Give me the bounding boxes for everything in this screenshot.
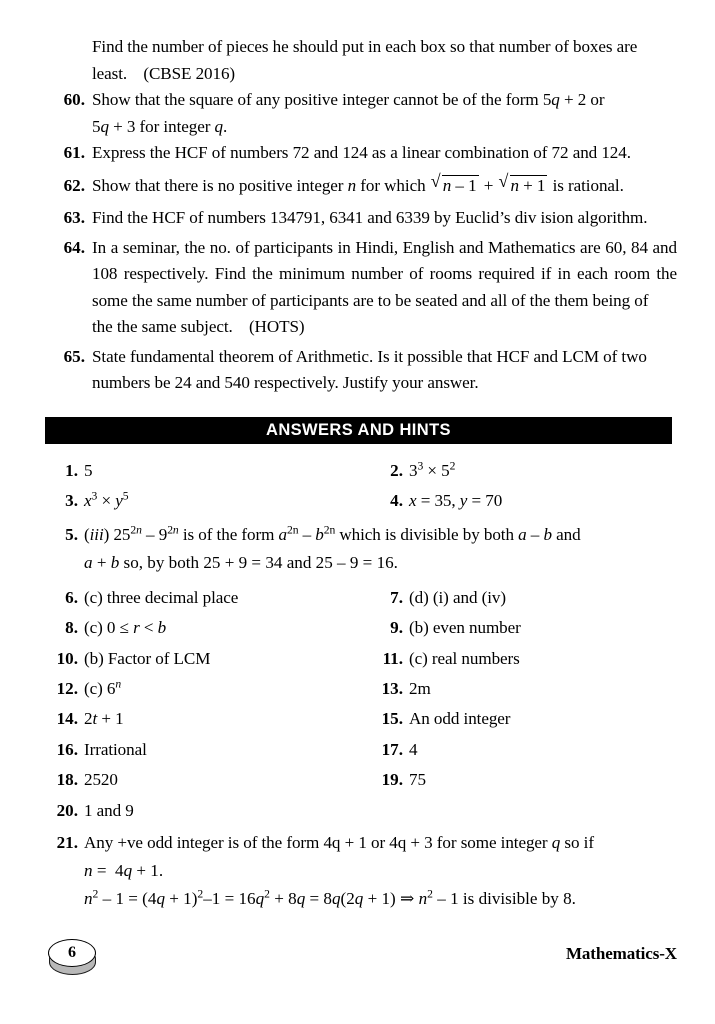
question-last-line <box>92 61 677 88</box>
question-row <box>45 170 677 200</box>
page-number: 6 <box>48 939 96 967</box>
question-row <box>45 140 677 167</box>
answer-text: $x^3 \times y^5$ <box>84 489 129 511</box>
answer-text: (b) even number <box>409 618 521 638</box>
question-line: Show that the square of any positive integer cannot be of the form 5q + 2 or <box>92 90 605 109</box>
answer-number: 17. <box>381 739 403 759</box>
question-number: 62. <box>63 175 85 195</box>
book-title: Mathematics-X <box>565 944 677 963</box>
answer-row <box>45 456 677 486</box>
answer-number: 9. <box>390 618 403 638</box>
answer-continuation-line: a + b so, by both 25 + 9 = 34 and 25 – 9 = 16. <box>84 552 398 572</box>
answer-text: 75 <box>409 770 426 790</box>
question-line: some the same number of participants are to be seated and all of the them being of <box>92 290 649 310</box>
answer-text: (b) Factor of LCM <box>84 648 211 668</box>
answer-text: (c) 6$^n$ <box>84 677 122 699</box>
answer-number: 21. <box>56 833 78 853</box>
answer-row-wide <box>45 829 677 913</box>
answer-text: 5 <box>84 461 93 480</box>
answer-number: 7. <box>390 587 403 607</box>
answer-number: 18. <box>56 770 78 790</box>
question-tag: (CBSE 2016) <box>143 63 236 83</box>
question-text <box>92 235 677 341</box>
question-text <box>92 34 677 87</box>
answer-item <box>45 644 370 674</box>
answer-row-wide <box>45 521 677 577</box>
answer-item <box>370 704 677 734</box>
answer-continuation-line: n = 4q + 1. <box>84 861 164 881</box>
answer-item <box>45 735 370 765</box>
answer-row <box>45 735 677 765</box>
answer-row <box>45 704 677 734</box>
answer-text: Irrational <box>84 739 147 759</box>
answer-number: 8. <box>65 618 78 638</box>
answer-item <box>45 796 370 826</box>
answer-number: 16. <box>56 739 78 759</box>
question-row <box>45 344 677 397</box>
answer-number: 14. <box>56 709 78 729</box>
answer-text: x = 35, y = 70 <box>409 491 503 511</box>
square-root-expression <box>498 170 548 200</box>
answer-text: (c) three decimal place <box>84 587 239 607</box>
question-line: least. <box>92 63 128 83</box>
question-text <box>92 344 677 397</box>
question-number: 65. <box>63 346 85 366</box>
answer-row <box>45 613 677 643</box>
answer-row <box>45 486 677 516</box>
question-number: 61. <box>63 143 85 162</box>
answer-number: 19. <box>381 770 403 790</box>
question-row <box>45 205 677 232</box>
radical-sign-icon: √ <box>498 170 509 191</box>
answer-item <box>370 735 677 765</box>
answer-text: (c) 0 ≤ r < b <box>84 618 167 638</box>
square-root-expression <box>430 170 479 200</box>
answer-item <box>370 765 677 795</box>
answers-and-hints-banner <box>45 417 672 444</box>
answer-item <box>370 613 677 643</box>
answer-item <box>45 765 370 795</box>
radicand: n + 1 <box>510 175 546 195</box>
answers-list <box>45 456 677 913</box>
question-number: 60. <box>63 90 85 109</box>
answer-continuation-line: $n^2 - 1 = (4q + 1)^2-1 = 16q^2 + 8q = 8q(2q + 1)$ ⇒ $n^2 - 1$ is divisible by 8. <box>84 887 576 909</box>
answer-text: An odd integer <box>409 709 511 729</box>
answer-number: 4. <box>390 491 403 511</box>
answer-text: (d) (i) and (iv) <box>409 587 506 607</box>
question-line: 5q + 3 for integer q. <box>92 116 228 136</box>
question-text: Express the HCF of numbers 72 and 124 as a linear combination of 72 and 124. <box>92 143 631 162</box>
answer-text: Any +ve odd integer is of the form 4q + 1 or 4q + 3 for some integer q so if <box>84 833 594 853</box>
answer-item <box>45 613 370 643</box>
answer-number: 13. <box>381 679 403 699</box>
answer-number: 5. <box>65 524 78 544</box>
question-tag: (HOTS) <box>248 317 305 336</box>
question-line: the the same subject. <box>92 317 233 336</box>
answer-row <box>45 765 677 795</box>
radicand: n – 1 <box>442 175 477 195</box>
question-line: 108 respectively. Find the minimum number of rooms required if in each room the <box>92 264 677 283</box>
answer-item <box>370 583 677 613</box>
answer-item <box>45 486 370 516</box>
question-last-line <box>92 314 677 341</box>
question-number: 63. <box>63 208 85 227</box>
answer-text: (iii) $25^{2n} - 9^{2n}$ is of the form $a^{2n} - b^{2n}$ which is divisible by both a – b and <box>84 523 581 544</box>
question-row <box>45 34 677 87</box>
answer-number: 2. <box>390 461 403 480</box>
answer-text: 1 and 9 <box>84 800 134 820</box>
answer-row <box>45 674 677 704</box>
answer-item <box>370 644 677 674</box>
answer-number: 20. <box>56 800 78 820</box>
question-line: State fundamental theorem of Arithmetic. Is it possible that HCF and LCM of two <box>92 346 647 366</box>
answer-text: 2t + 1 <box>84 709 124 729</box>
answer-text: $3^3 \times 5^2$ <box>409 459 456 480</box>
question-line: numbers be 24 and 540 respectively. Justify your answer. <box>92 373 479 392</box>
answer-item <box>45 674 370 704</box>
question-text: Find the HCF of numbers 134791, 6341 and 6339 by Euclid’s div ision algorithm. <box>92 208 648 227</box>
banner-title: ANSWERS AND HINTS <box>266 421 451 439</box>
answer-number: 1. <box>65 461 78 480</box>
question-row <box>45 87 677 140</box>
answer-item <box>45 829 677 857</box>
question-line: Find the number of pieces he should put in each box so that number of boxes are <box>92 37 638 56</box>
question-list <box>45 34 677 397</box>
answer-row <box>45 796 677 826</box>
answer-number: 12. <box>56 679 78 699</box>
answer-number: 10. <box>56 648 78 668</box>
page-number-badge <box>46 937 102 981</box>
answer-number: 6. <box>65 587 78 607</box>
answer-text: 2m <box>409 679 431 699</box>
radical-sign-icon: √ <box>430 170 441 191</box>
answer-text: 4 <box>409 739 418 759</box>
question-text: Show that there is no positive integer n for which √ n – 1 + √ n + 1 is rational. <box>92 173 677 200</box>
answer-item <box>370 456 677 486</box>
answer-item <box>45 521 677 549</box>
question-line: In a seminar, the no. of participants in Hindi, English and Mathematics are 60, 84 and <box>92 237 677 257</box>
answer-row <box>45 644 677 674</box>
answer-item <box>370 486 677 516</box>
answer-item <box>45 583 370 613</box>
answer-text: (c) real numbers <box>409 648 520 668</box>
question-text <box>92 87 677 140</box>
question-row <box>45 235 677 341</box>
answer-number: 11. <box>382 648 403 668</box>
answer-row <box>45 583 677 613</box>
answer-number: 15. <box>381 709 403 729</box>
answer-item <box>370 674 677 704</box>
answer-item <box>45 704 370 734</box>
answer-text: 2520 <box>84 770 118 790</box>
answer-item <box>45 456 370 486</box>
question-number: 64. <box>63 237 85 257</box>
answer-number: 3. <box>65 491 78 511</box>
